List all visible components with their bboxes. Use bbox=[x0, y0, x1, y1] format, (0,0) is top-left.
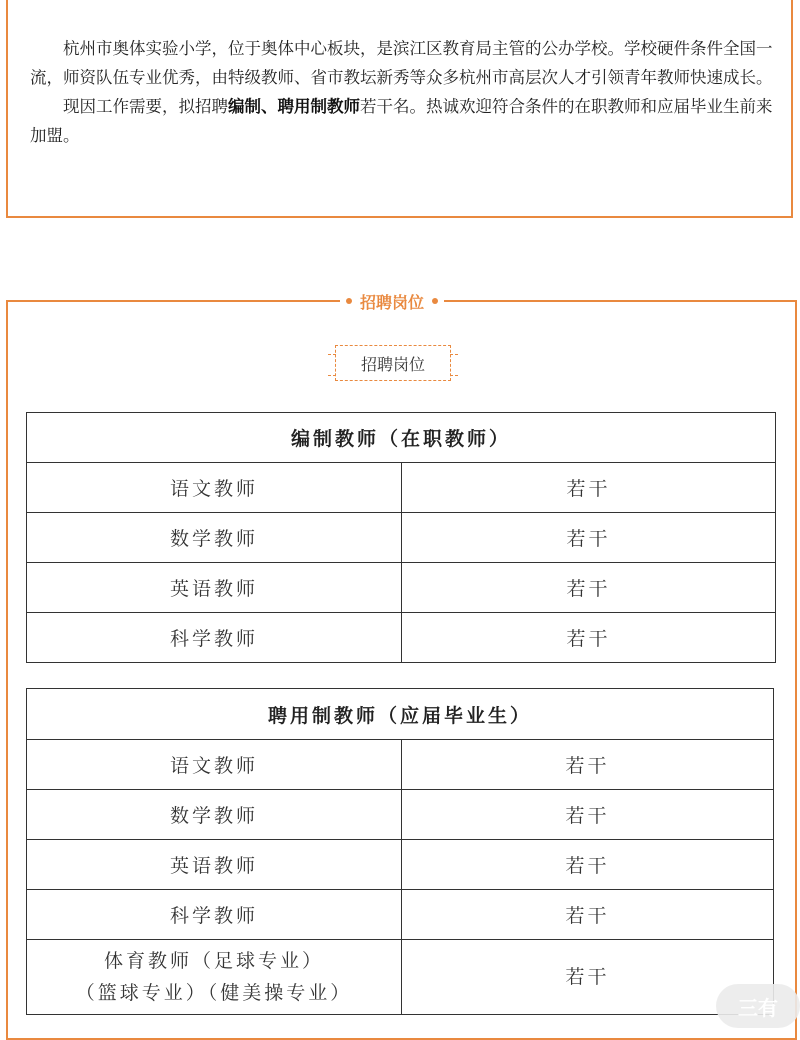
table-row bbox=[27, 563, 776, 613]
subject-cell: 科学教师 bbox=[27, 890, 402, 940]
table-row bbox=[27, 890, 774, 940]
positions-tag-label: 招聘岗位 bbox=[360, 354, 425, 374]
positions-tag bbox=[335, 345, 451, 381]
table-row bbox=[27, 740, 774, 790]
bullet-dot-icon bbox=[432, 298, 438, 304]
count-cell: 若干 bbox=[402, 890, 774, 940]
count-cell: 若干 bbox=[402, 563, 776, 613]
table-row bbox=[27, 513, 776, 563]
intro-text bbox=[30, 34, 780, 150]
subject-cell: 科学教师 bbox=[27, 613, 402, 663]
count-cell: 若干 bbox=[402, 840, 774, 890]
subject-cell: 语文教师 bbox=[27, 463, 402, 513]
pe-line-1: 体育教师（足球专业） bbox=[103, 950, 324, 972]
subject-cell: 英语教师 bbox=[27, 563, 402, 613]
bullet-dot-icon bbox=[346, 298, 352, 304]
intro-paragraph-2-suffix: 若干名。热诚欢迎符合条件的在职教师和应届毕业生前来加盟。 bbox=[30, 97, 773, 145]
count-cell: 若干 bbox=[402, 940, 774, 1015]
intro-paragraph-2-prefix: 现因工作需要，拟招聘 bbox=[63, 97, 228, 116]
count-cell: 若干 bbox=[402, 790, 774, 840]
intro-paragraph-2 bbox=[30, 92, 780, 150]
intro-heading bbox=[348, 0, 484, 4]
subject-cell: 语文教师 bbox=[27, 740, 402, 790]
subject-cell: 英语教师 bbox=[27, 840, 402, 890]
pe-line-2: （篮球专业）（健美操专业） bbox=[75, 982, 353, 1004]
table-row bbox=[27, 790, 774, 840]
intro-paragraph-1: 杭州市奥体实验小学，位于奥体中心板块，是滨江区教育局主管的公办学校。学校硬件条件全国一流，师资队伍专业优秀，由特级教师、省市教坛新秀等众多杭州市高层次人才引领青年教师快速成长。 bbox=[30, 39, 773, 87]
intro-paragraph-2-bold: 编制、聘用制教师 bbox=[228, 97, 360, 116]
count-cell: 若干 bbox=[402, 613, 776, 663]
table-title: 编制教师（在职教师） bbox=[27, 413, 776, 463]
subject-cell: 数学教师 bbox=[27, 513, 402, 563]
subject-cell-pe bbox=[27, 940, 402, 1015]
watermark-logo bbox=[716, 984, 800, 1028]
table-row bbox=[27, 940, 774, 1015]
intro-section bbox=[6, 0, 793, 218]
positions-heading bbox=[340, 290, 444, 312]
table-row bbox=[27, 840, 774, 890]
table-title: 聘用制教师（应届毕业生） bbox=[27, 689, 774, 740]
contract-teachers-table bbox=[26, 688, 774, 1015]
table-row bbox=[27, 613, 776, 663]
count-cell: 若干 bbox=[402, 740, 774, 790]
count-cell: 若干 bbox=[402, 463, 776, 513]
subject-cell: 数学教师 bbox=[27, 790, 402, 840]
tenured-teachers-table bbox=[26, 412, 776, 663]
count-cell: 若干 bbox=[402, 513, 776, 563]
positions-heading-label: 招聘岗位 bbox=[360, 292, 425, 312]
watermark-text: 三有 bbox=[738, 995, 778, 1020]
table-row bbox=[27, 463, 776, 513]
